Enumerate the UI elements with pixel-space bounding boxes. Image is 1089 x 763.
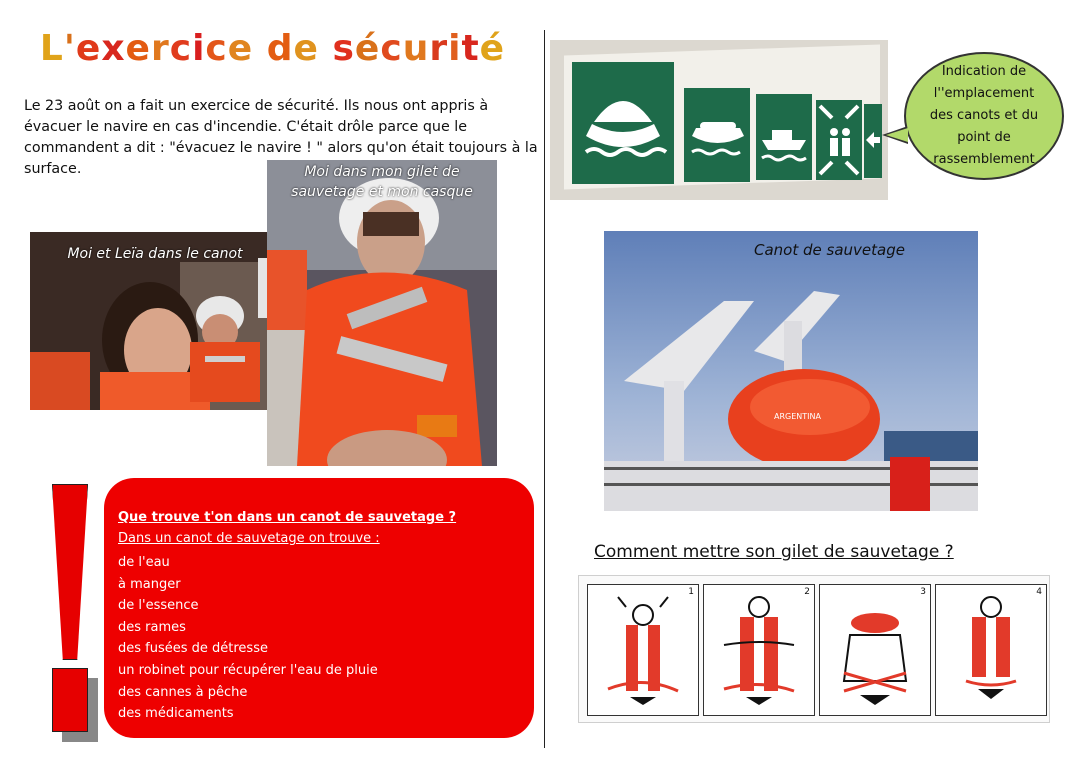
list-item: des fusées de détresse bbox=[118, 641, 268, 657]
list-item: de l'essence bbox=[118, 598, 199, 614]
lifeboat-contents-box bbox=[104, 478, 534, 738]
arrow-left-icon bbox=[864, 104, 882, 178]
photo2-caption: Moi dans mon gilet de sauvetage et mon casque bbox=[291, 164, 473, 200]
list-item: à manger bbox=[118, 576, 181, 592]
title-letter: L bbox=[39, 28, 64, 69]
lifeboat-sign-icon bbox=[572, 62, 674, 184]
lifeboat-hull-text: ARGENTINA bbox=[774, 412, 821, 421]
photo1-caption: Moi et Leïa dans le canot bbox=[67, 246, 243, 262]
page-title bbox=[0, 28, 545, 69]
title-letter: c bbox=[205, 28, 228, 69]
title-letter: s bbox=[332, 28, 355, 69]
title-letter: e bbox=[75, 28, 102, 69]
title-letter: é bbox=[479, 28, 506, 69]
title-letter: i bbox=[448, 28, 462, 69]
list-item: de l'eau bbox=[118, 555, 170, 570]
lifeboat-side-icon bbox=[684, 88, 750, 182]
vest-step-1 bbox=[587, 584, 699, 716]
exclamation-dot-icon bbox=[52, 668, 88, 732]
assembly-point-icon bbox=[816, 100, 862, 180]
life-vest-steps bbox=[578, 575, 1050, 723]
lifeboat-image bbox=[604, 231, 978, 511]
safety-signs-image bbox=[550, 40, 888, 200]
title-letter: c bbox=[380, 28, 403, 69]
title-letter: e bbox=[293, 28, 319, 69]
title-letter: i bbox=[192, 28, 206, 69]
intro-paragraph: Le 23 août on a fait un exercice de sécurité. Ils nous ont appris à évacuer le navire en cas d'incendie. C'était drôle parce que le commandent a dit : "évacuez le navire ! " alors qu'on était toujours à la surface. bbox=[24, 98, 538, 177]
title-letter: c bbox=[169, 28, 193, 69]
title-letter bbox=[253, 28, 267, 69]
lifeboat-photo bbox=[604, 231, 978, 511]
photo-girl-in-life-vest bbox=[267, 160, 497, 466]
bubble-text: Indication de l''emplacement des canots et du point de rassemblement bbox=[929, 64, 1039, 167]
title-letter: e bbox=[227, 28, 254, 69]
title-letter: x bbox=[101, 28, 126, 69]
list-item: des médicaments bbox=[118, 706, 234, 722]
title-letter: ' bbox=[63, 28, 76, 69]
title-letter: r bbox=[150, 28, 170, 69]
sign-explanation-bubble bbox=[904, 52, 1064, 180]
title-letter: é bbox=[354, 28, 381, 69]
step-number: 2 bbox=[804, 587, 810, 597]
step-number: 3 bbox=[920, 587, 926, 597]
rescue-boat-icon bbox=[756, 94, 812, 180]
contents-intro: Dans un canot de sauvetage on trouve : bbox=[118, 531, 380, 546]
title-letter: e bbox=[125, 28, 151, 69]
vest-step-3 bbox=[819, 584, 931, 716]
howto-title: Comment mettre son gilet de sauvetage ? bbox=[594, 542, 954, 562]
photo-children-in-lifeboat bbox=[30, 232, 280, 410]
lifeboat-caption: Canot de sauvetage bbox=[754, 241, 905, 259]
contents-list bbox=[118, 552, 378, 725]
list-item: des cannes à pêche bbox=[118, 684, 248, 700]
vest-step-4 bbox=[935, 584, 1047, 716]
contents-question: Que trouve t'on dans un canot de sauvetage ? bbox=[118, 510, 457, 525]
safety-signs-photo bbox=[550, 40, 888, 200]
title-letter bbox=[319, 28, 333, 69]
title-letter: d bbox=[266, 28, 294, 69]
list-item: un robinet pour récupérer l'eau de pluie bbox=[118, 662, 378, 678]
vest-step-2 bbox=[703, 584, 815, 716]
step-number: 1 bbox=[688, 587, 694, 597]
title-letter: r bbox=[429, 28, 449, 69]
title-letter: t bbox=[461, 28, 480, 69]
page-divider bbox=[544, 30, 545, 748]
bubble-tail-fill bbox=[886, 128, 908, 142]
list-item: des rames bbox=[118, 619, 186, 635]
title-letter: u bbox=[402, 28, 430, 69]
step-number: 4 bbox=[1036, 587, 1042, 597]
exclamation-bar-icon bbox=[52, 484, 88, 660]
girl-life-vest-image bbox=[267, 160, 497, 466]
